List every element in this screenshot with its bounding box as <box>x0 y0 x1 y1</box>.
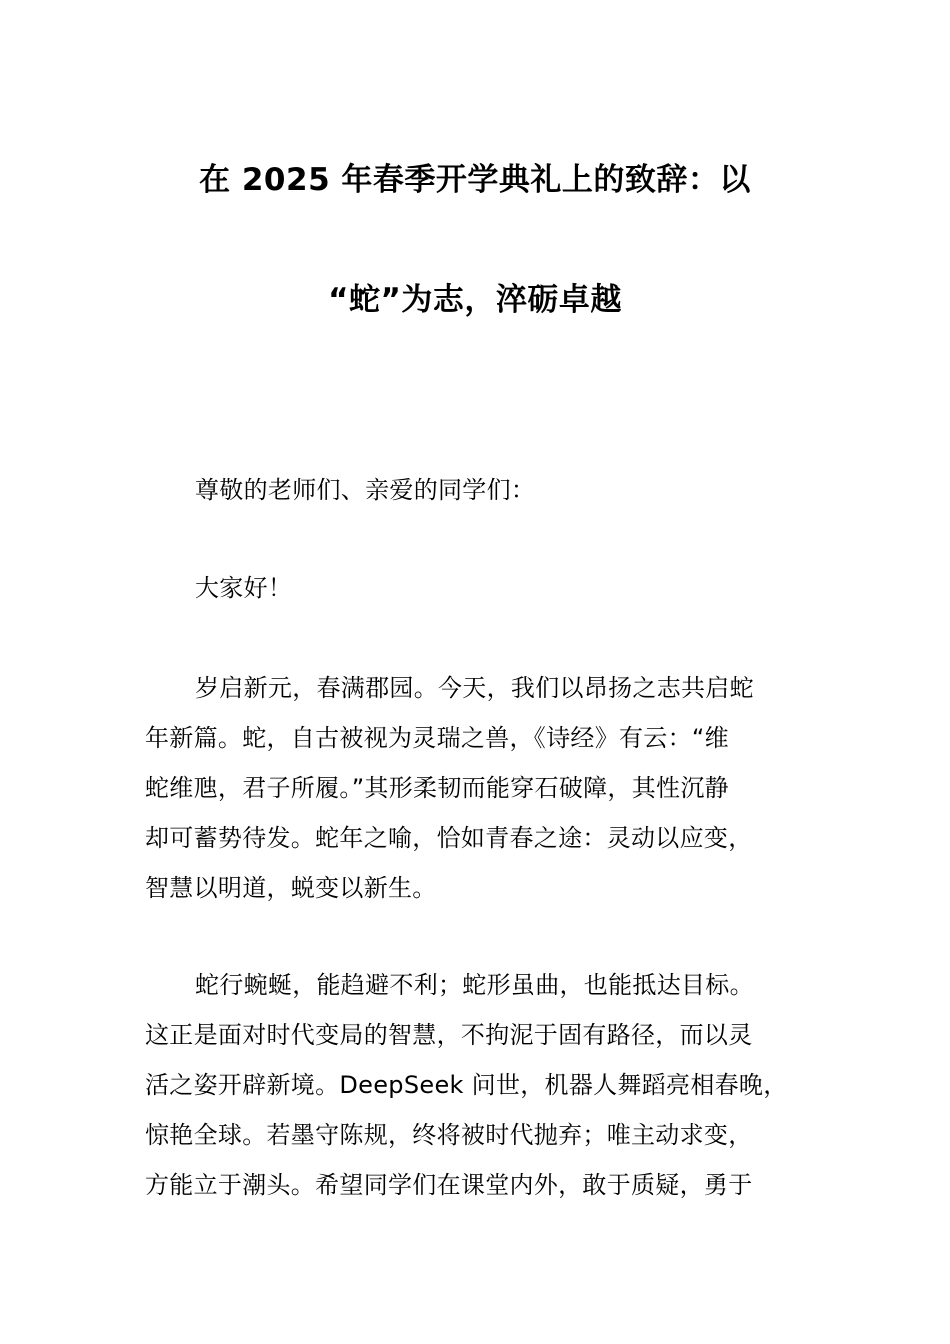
salutation: 尊敬的老师们、亲爱的同学们： <box>195 476 536 504</box>
paragraph-line: 年新篇。蛇，自古被视为灵瑞之兽，《诗经》有云：“维 <box>145 724 729 752</box>
greeting: 大家好！ <box>195 574 293 602</box>
paragraph-line: 方能立于潮头。希望同学们在课堂内外，敢于质疑，勇于 <box>145 1171 753 1199</box>
paragraph-line: 活之姿开辟新境。DeepSeek 问世，机器人舞蹈亮相春晚， <box>145 1071 788 1099</box>
paragraph-line: 这正是面对时代变局的智慧，不拘泥于固有路径，而以灵 <box>145 1021 753 1049</box>
paragraph-line: 蛇行蜿蜒，能趋避不利；蛇形虽曲，也能抵达目标。 <box>195 971 754 999</box>
paragraph-line: 蛇维虺，君子所履。”其形柔韧而能穿石破障，其性沉静 <box>145 774 729 802</box>
document-title-line-1: 在 2025 年春季开学典礼上的致辞：以 <box>199 162 751 198</box>
paragraph-line: 岁启新元，春满郡园。今天，我们以昂扬之志共启蛇 <box>195 674 754 702</box>
paragraph-line: 却可蓄势待发。蛇年之喻，恰如青春之途：灵动以应变， <box>145 824 753 852</box>
paragraph-line: 智慧以明道，蜕变以新生。 <box>145 874 437 902</box>
paragraph-line: 惊艳全球。若墨守陈规，终将被时代抛弃；唯主动求变， <box>145 1121 753 1149</box>
document-title-line-2: “蛇”为志，淬砺卓越 <box>328 282 622 318</box>
